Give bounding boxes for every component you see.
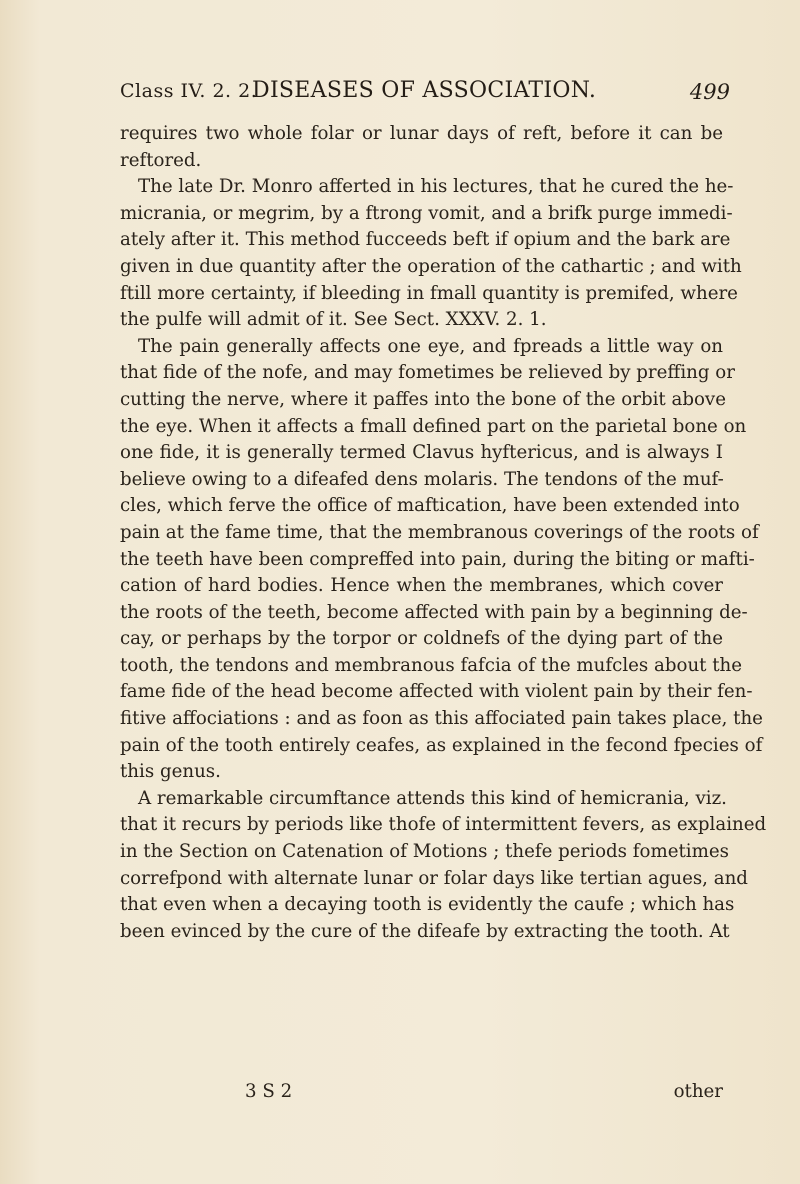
text-line: requires two whole folar or lunar days of reft, before it can be: [120, 123, 723, 144]
text-line: the pulfe will admit of it. See Sect. XXXV. 2. 1.: [120, 309, 547, 331]
catchword: other: [673, 1081, 723, 1102]
text-line: pain of the tooth entirely ceafes, as explained in the fecond fpecies of: [120, 734, 763, 756]
paragraph-first-line: The pain generally affects one eye, and fpreads a little way on: [138, 335, 723, 357]
signature-mark: 3 S 2: [245, 1081, 293, 1102]
text-line: cay, or perhaps by the torpor or coldnefs of the dying part of the: [120, 628, 723, 650]
text-line: in the Section on Catenation of Motions ; thefe periods fometimes: [120, 841, 729, 863]
page-footer: [120, 1081, 723, 1107]
text-line: the teeth have been compreffed into pain, during the biting or mafti-: [120, 548, 755, 570]
text-line: one fide, it is generally termed Clavus hyftericus, and is always I: [120, 442, 723, 464]
paragraph-first-line: A remarkable circumftance attends this kind of hemicrania, viz.: [138, 787, 727, 809]
text-line: believe owing to a difeafed dens molaris. The tendons of the muf-: [120, 468, 724, 490]
text-line: ftill more certainty, if bleeding in fmall quantity is premifed, where: [120, 282, 738, 304]
text-line: cation of hard bodies. Hence when the membranes, which cover: [120, 575, 723, 597]
text-line: reftored.: [120, 149, 202, 171]
class-label: Class IV. 2. 2.: [120, 80, 258, 102]
text-line: correfpond with alternate lunar or folar days like tertian agues, and: [120, 867, 748, 889]
text-line: the roots of the teeth, become affected with pain by a beginning de-: [120, 601, 748, 623]
text-line: micrania, or megrim, by a ftrong vomit, and a brifk purge immedi-: [120, 202, 733, 224]
text-line: tooth, the tendons and membranous fafcia of the mufcles about the: [120, 654, 743, 676]
running-title: DISEASES OF ASSOCIATION.: [252, 78, 597, 103]
text-line: cles, which ferve the office of maftication, have been extended into: [120, 495, 740, 517]
text-line: that fide of the nofe, and may fometimes be relieved by preffing or: [120, 362, 735, 384]
text-line: given in due quantity after the operation of the cathartic ; and with: [120, 255, 742, 277]
page-number: 499: [689, 80, 730, 104]
text-line: that it recurs by periods like thofe of intermittent fevers, as explained: [120, 814, 767, 836]
text-line: the eye. When it affects a fmall defined part on the parietal bone on: [120, 415, 747, 437]
running-header: [120, 76, 730, 112]
text-line: that even when a decaying tooth is evidently the caufe ; which has: [120, 894, 735, 916]
text-line: fitive affociations : and as foon as this affociated pain takes place, the: [120, 708, 763, 730]
text-line: cutting the nerve, where it paffes into the bone of the orbit above: [120, 388, 726, 410]
body-text: [120, 121, 767, 945]
text-line: this genus.: [120, 761, 221, 783]
paragraph-first-line: The late Dr. Monro afferted in his lectures, that he cured the he-: [138, 176, 734, 198]
text-line: ately after it. This method fucceeds beft if opium and the bark are: [120, 229, 731, 251]
text-line: been evinced by the cure of the difeafe by extracting the tooth. At: [120, 920, 730, 942]
text-line: fame fide of the head become affected with violent pain by their fen-: [120, 681, 753, 703]
text-line: pain at the fame time, that the membranous coverings of the roots of: [120, 521, 759, 543]
